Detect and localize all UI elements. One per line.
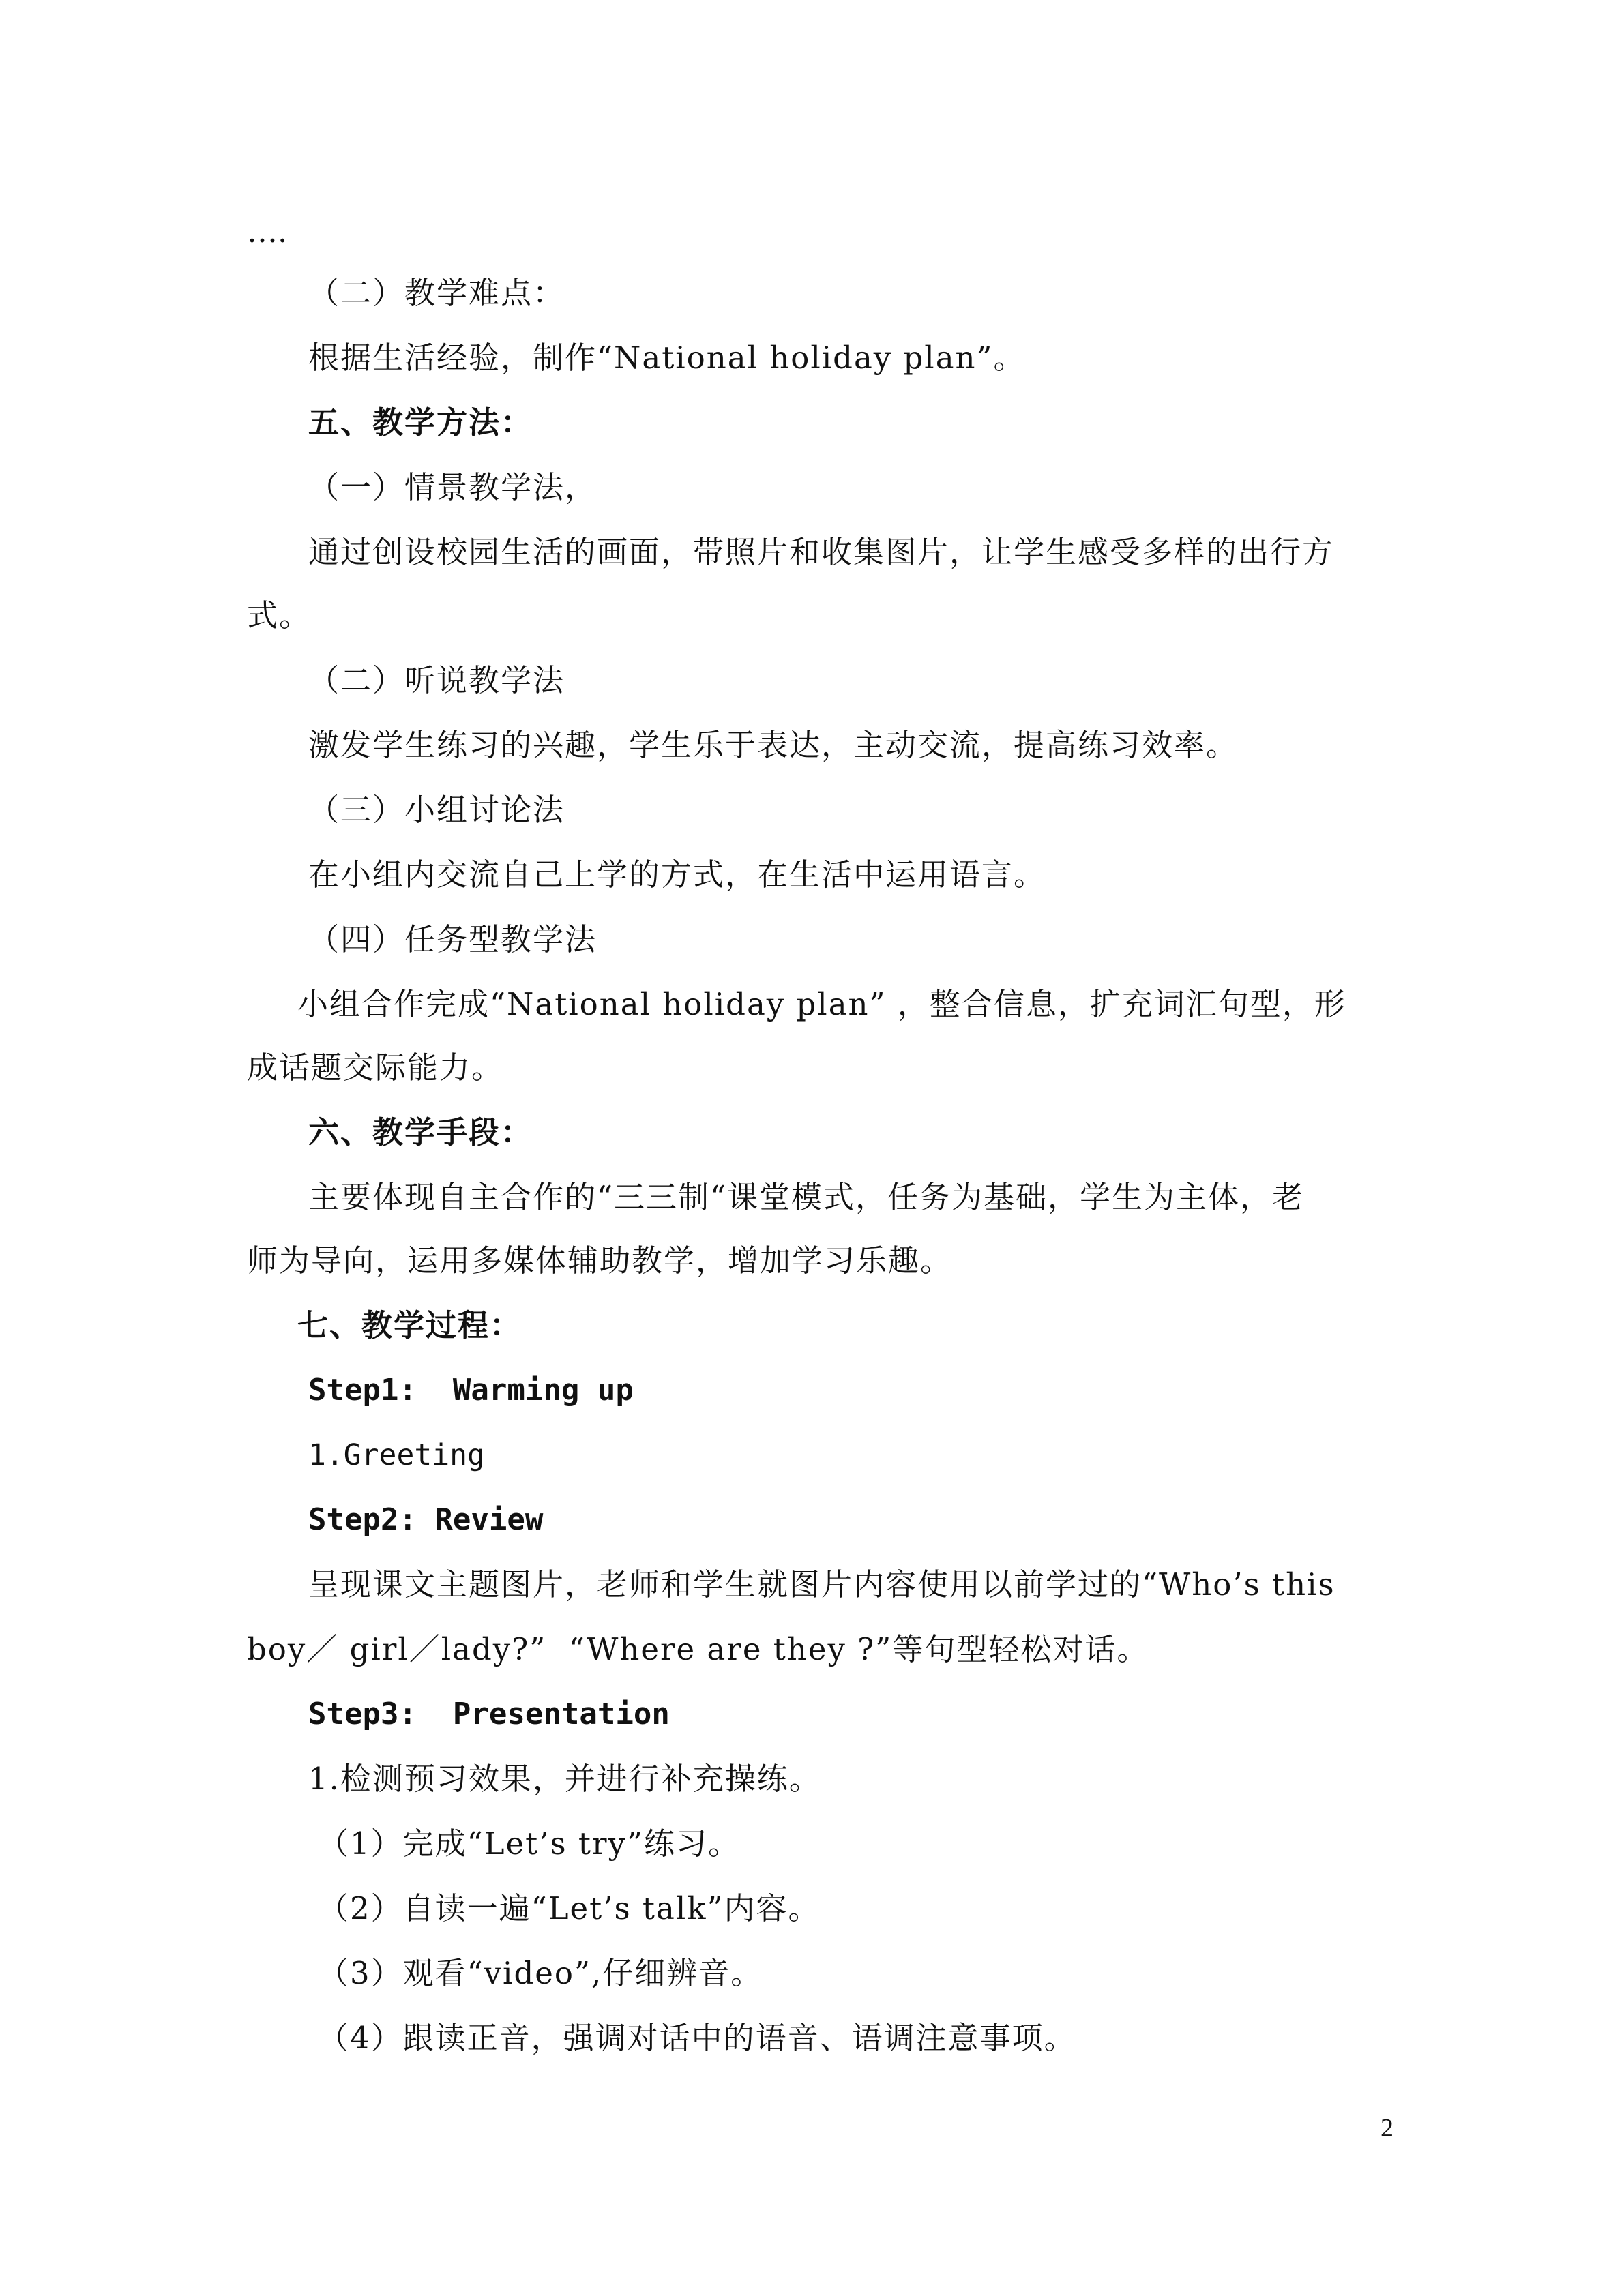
- text-line-method-1-text-a: 通过创设校园生活的画面，带照片和收集图片，让学生感受多样的出行方: [308, 534, 1335, 570]
- text-line-ellipsis: ….: [247, 213, 288, 250]
- text-line-step3: Step3: Presentation: [308, 1697, 670, 1731]
- text-line-pres-1-2: （2）自读一遍“Let’s talk”内容。: [318, 1890, 821, 1926]
- page-number: 2: [1381, 2114, 1393, 2143]
- text-line-method-4-text-b: 成话题交际能力。: [247, 1049, 504, 1086]
- text-line-means-text-b: 师为导向，运用多媒体辅助教学，增加学习乐趣。: [247, 1242, 953, 1279]
- text-line-means-text-a: 主要体现自主合作的“三三制“课堂模式，任务为基础，学生为主体，老: [308, 1179, 1305, 1215]
- text-line-pres-1-4: （4）跟读正音，强调对话中的语音、语调注意事项。: [318, 2020, 1076, 2056]
- text-line-greeting: 1.Greeting: [308, 1438, 485, 1472]
- text-line-means-heading: 六、教学手段：: [308, 1114, 533, 1150]
- text-line-difficulty-text: 根据生活经验，制作“National holiday plan”。: [308, 340, 1026, 376]
- text-line-method-4: （四）任务型教学法: [308, 921, 597, 957]
- text-line-process-heading: 七、教学过程：: [297, 1307, 522, 1343]
- text-line-method-1: （一）情景教学法，: [308, 469, 597, 505]
- text-line-method-4-text-a: 小组合作完成“National holiday plan” ，整合信息，扩充词汇句型，形: [297, 986, 1346, 1022]
- text-line-methods-heading: 五、教学方法：: [308, 404, 533, 441]
- text-line-pres-1-1: （1）完成“Let’s try”练习。: [318, 1825, 740, 1862]
- text-line-step1: Step1: Warming up: [308, 1373, 634, 1407]
- text-line-pres-1-3: （3）观看“video”,仔细辨音。: [318, 1955, 763, 1991]
- text-line-method-2: （二）听说教学法: [308, 662, 565, 698]
- text-line-method-3-text: 在小组内交流自己上学的方式，在生活中运用语言。: [308, 856, 1046, 893]
- text-line-method-3: （三）小组讨论法: [308, 792, 565, 828]
- text-line-method-1-text-b: 式。: [247, 597, 312, 633]
- text-line-difficulty-heading: （二）教学难点：: [308, 275, 565, 311]
- text-line-step2: Step2: Review: [308, 1502, 544, 1537]
- text-line-review-text-a: 呈现课文主题图片，老师和学生就图片内容使用以前学过的“Who’s this: [308, 1566, 1335, 1602]
- text-line-pres-1: 1.检测预习效果，并进行补充操练。: [308, 1761, 821, 1797]
- text-line-review-text-b: boy／ girl／lady?” “Where are they ?”等句型轻松对话。: [247, 1631, 1149, 1667]
- text-line-method-2-text: 激发学生练习的兴趣，学生乐于表达，主动交流，提高练习效率。: [308, 727, 1239, 763]
